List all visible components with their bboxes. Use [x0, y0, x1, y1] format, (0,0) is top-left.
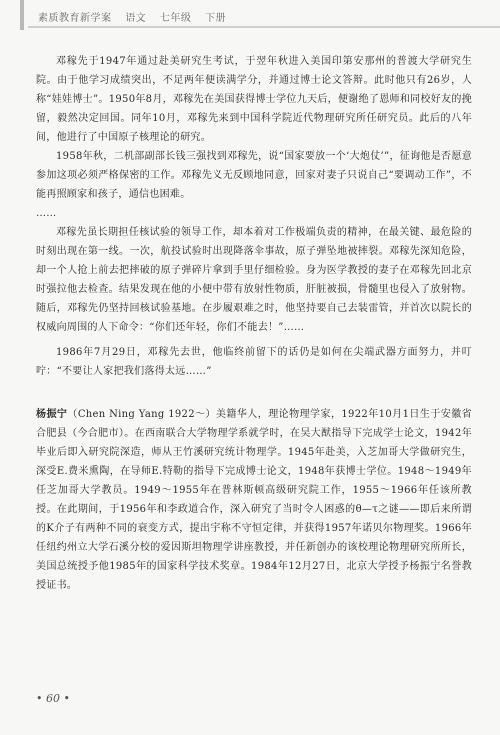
- page-content: [36, 52, 472, 595]
- bio-yang-zhenning: [36, 405, 472, 595]
- bio-text: （Chen Ning Yang 1922～）美籍华人，理论物理学家，1922年10月1日生于安徽省合肥县（今合肥市）。在西南联合大学物理学系就学时，在吴大猷指导下完成学士论文，1942年毕业后即入研究院深造，师从王竹溪研究统计物理学。1945年赴美，入芝加哥大学做研究生，深受E.费米熏陶，在导师E.特勒的指导下完成博士论文，1948年获博士学位。1948～1949年任芝加哥大学教员。1949～1955年在普林斯顿高级研究院工作，1955～1966年任该所教授。在此期间，于1956年和李政道合作，深入研究了当时令人困惑的θ—τ之谜——即后来所谓的K介子有两种不同的衰变方式，提出宇称不守恒定律，并获得1957年诺贝尔物理奖。1966年任纽约州立大学石溪分校的爱因斯坦物理学讲座教授，并任新创办的该校理论物理研究所所长，美国总统授予他1985年的国家科学技术奖章。1984年12月27日，北京大学授予杨振宁名誉教授证书。: [36, 409, 472, 591]
- page-number: • 60 •: [36, 692, 70, 705]
- header-grade: 七年级: [159, 13, 192, 24]
- header-series: 素质教育新学案: [38, 13, 112, 24]
- header-subject: 语文: [125, 13, 147, 24]
- header-rule: [28, 26, 500, 28]
- paragraph-3: 邓稼先虽长期担任核试验的领导工作，却本着对工作极端负责的精神，在最关键、最危险的时刻出现在第一线。一次，航投试验时出现降落伞事故，原子弹坠地被摔裂。邓稼先深知危险，却一个人抢上前去把摔破的原子弹碎片拿到手里仔细检验。身为医学教授的妻子在邓稼先回北京时强拉他去检查。结果发现在他的小便中带有放射性物质，肝脏被损，骨髓里也侵入了放射物。随后，邓稼先仍坚持回核试验基地。在步履艰难之时，他坚持要自己去装雷管，并首次以院长的权威向周围的人下命令：“你们还年轻，你们不能去！”……: [36, 227, 472, 333]
- paragraph-4: 1986年7月29日，邓稼先去世，他临终前留下的话仍是如何在尖端武器方面努力，并叮咛：“不要让人家把我们落得太远……”: [36, 347, 472, 377]
- ellipsis-break: ……: [36, 208, 57, 219]
- header-volume: 下册: [205, 13, 227, 24]
- header-text: [38, 9, 236, 24]
- bio-name: 杨振宁: [36, 409, 68, 420]
- paragraph-2: 1958年秋，二机部副部长钱三强找到邓稼先，说“国家要放一个‘大炮仗’”，征询他是否愿意参加这项必须严格保密的工作。邓稼先义无反顾地同意，回家对妻子只说自己“要调动工作”，不能再照顾家和孩子，通信也困难。: [36, 151, 472, 200]
- page-header: [0, 0, 500, 38]
- paragraph-1: 邓稼先于1947年通过赴美研究生考试，于翌年秋进入美国印第安那州的普渡大学研究生院。由于他学习成绩突出，不足两年便读满学分，并通过博士论文答辩。此时他只有26岁，人称“娃娃博士”。1950年8月，邓稼先在美国获得博士学位九天后，便谢绝了恩师和同校好友的挽留，毅然决定回国。同年10月，邓稼先来到中国科学院近代物理研究所任研究员。此后的八年间，他进行了中国原子核理论的研究。: [36, 56, 472, 143]
- header-accent-bar: [20, 0, 24, 30]
